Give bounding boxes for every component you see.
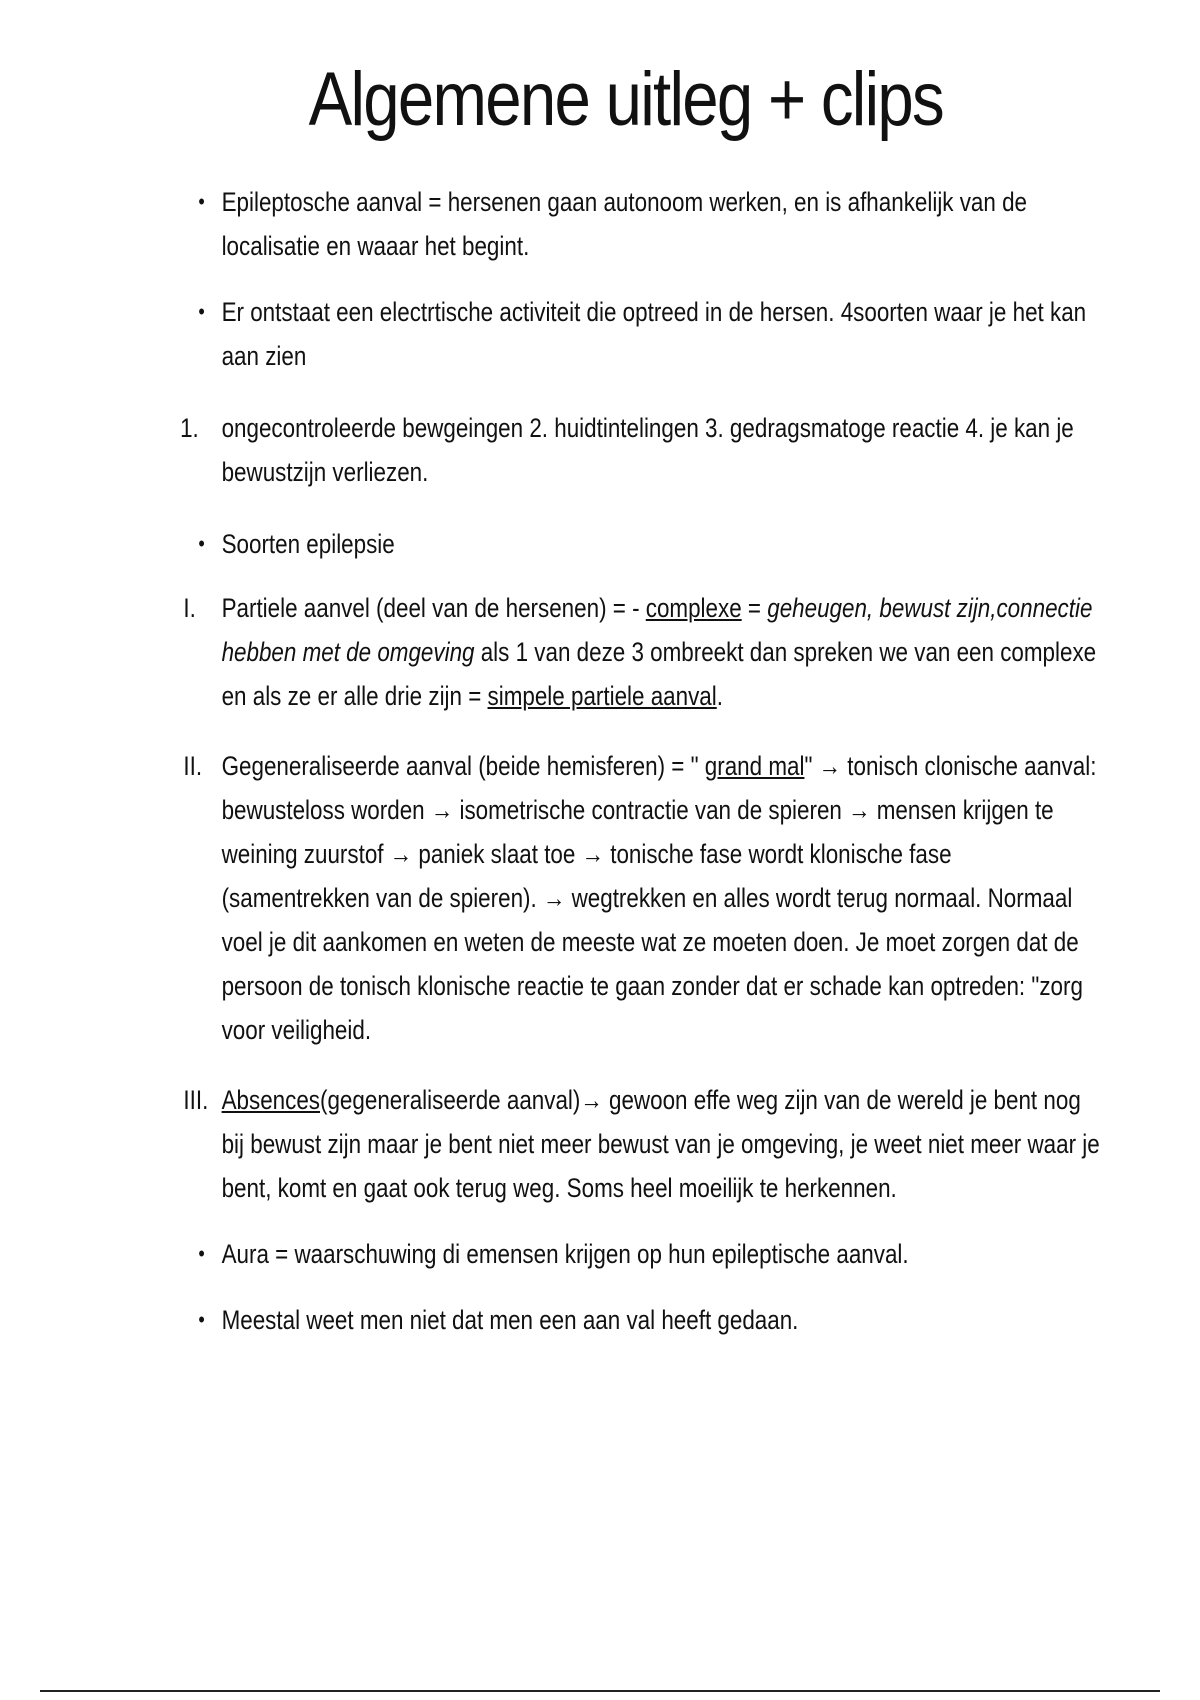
- underlined-term: complexe: [645, 593, 742, 623]
- roman-item: [183, 744, 1105, 1052]
- text-segment: " → tonisch clonische aanval: bewusteloss worden → isometrische contractie van de spieren → mensen krijgen te weining zuurstof → paniek slaat toe → tonische fase wordt klonische fase (samentrekken van de spieren). → wegtrekken en alles wordt terug normaal. Normaal voel je dit aankomen en weten de meeste wat ze moeten doen. Je moet zorgen dat de persoon de tonisch klonische reactie te gaan zonder dat er schade kan optreden: "zorg voor veiligheid.: [221, 751, 1097, 1045]
- underlined-term: Absences: [221, 1085, 320, 1115]
- bullet-text: Epileptosche aanval = hersenen gaan autonoom werken, en is afhankelijk van de localisatie en waaar het begint.: [221, 187, 1028, 261]
- underlined-term: simpele partiele aanval: [487, 681, 717, 711]
- bullet-item: [200, 180, 1105, 268]
- italic-text: geheugen, bewust zijn,connectie hebben met de omgeving: [221, 593, 1093, 667]
- text-segment: =: [741, 593, 768, 623]
- number-marker: 1.: [180, 413, 199, 443]
- bullet-text: Aura = waarschuwing di emensen krijgen op hun epileptische aanval.: [221, 1239, 909, 1269]
- roman-marker: I.: [183, 593, 196, 623]
- numbered-text: ongecontroleerde bewgeingen 2. huidtintelingen 3. gedragsmatoge reactie 4. je kan je bewustzijn verliezen.: [221, 413, 1074, 487]
- bullet-text: Meestal weet men niet dat men een aan val heeft gedaan.: [221, 1305, 799, 1335]
- roman-item: [183, 586, 1105, 718]
- roman-marker: II.: [183, 751, 203, 781]
- bullet-item: [200, 522, 1105, 566]
- roman-marker: III.: [183, 1085, 209, 1115]
- bullet-text: Soorten epilepsie: [221, 529, 395, 559]
- text-segment: (gegeneraliseerde aanval)→ gewoon effe weg zijn van de wereld je bent nog bij bewust zijn maar je bent niet meer bewust van je omgeving, je weet niet meer waar je bent, komt en gaat ook terug weg. Soms heel moeilijk te herkennen.: [221, 1085, 1100, 1203]
- document-body: [180, 180, 1105, 1370]
- text-segment: .: [716, 681, 723, 711]
- bullet-marker: •: [198, 189, 205, 214]
- bullet-marker: •: [198, 299, 205, 324]
- roman-item: [183, 1078, 1105, 1210]
- footer-divider: [40, 1690, 1160, 1692]
- page-title: Algemene uitleg + clips: [308, 57, 944, 142]
- bullet-marker: •: [198, 1241, 205, 1266]
- bullet-item: [200, 290, 1105, 378]
- bullet-item: [200, 1298, 1105, 1342]
- underlined-term: grand mal: [704, 751, 805, 781]
- numbered-item: [180, 406, 1105, 494]
- bullet-text: Er ontstaat een electrtische activiteit die optreed in de hersen. 4soorten waar je het kan aan zien: [221, 297, 1087, 371]
- bullet-item: [200, 1232, 1105, 1276]
- bullet-marker: •: [198, 1307, 205, 1332]
- bullet-marker: •: [198, 531, 205, 556]
- text-segment: Partiele aanvel (deel van de hersenen) = -: [221, 593, 646, 623]
- text-segment: als 1 van deze 3 ombreekt dan spreken we van een complexe en als ze er alle drie zijn =: [221, 637, 1097, 711]
- text-segment: Gegeneraliseerde aanval (beide hemisferen) = ": [221, 751, 705, 781]
